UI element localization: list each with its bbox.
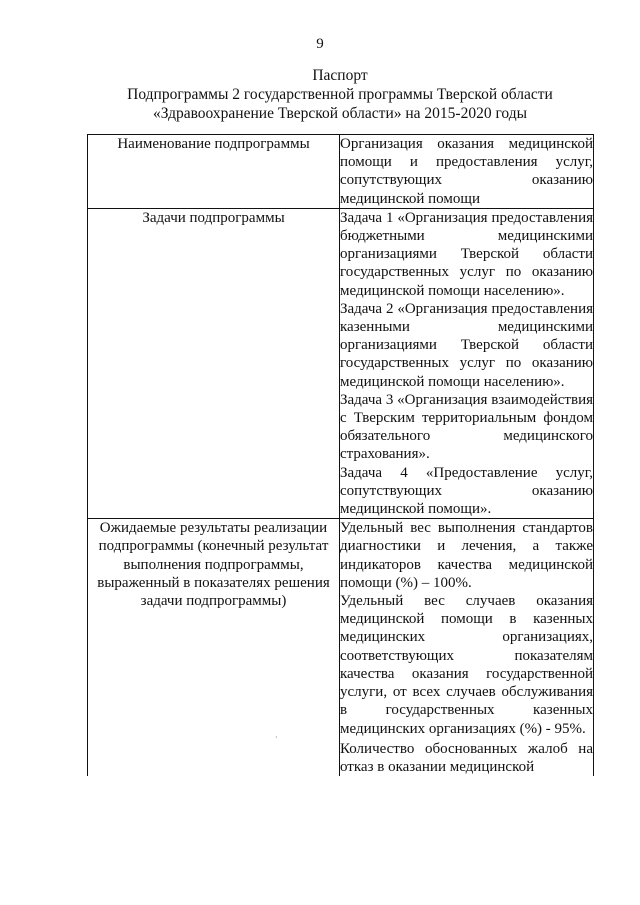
- page-number: 9: [316, 36, 324, 52]
- value-paragraph: Задача 2 «Организация предоставления казенными медицинскими организациями Тверской области государственных услуг по оказанию медицинской помощи населению».: [340, 300, 593, 390]
- passport-table: [87, 134, 594, 776]
- value-paragraph: Количество обоснованных жалоб на отказ в оказании медицинской: [340, 740, 593, 775]
- value-paragraph: Задача 1 «Организация предоставления бюджетными медицинскими организациями Тверской области государственных услуг по оказанию медицинской помощи населению».: [340, 209, 593, 299]
- row-value: [340, 208, 594, 518]
- row-value: [340, 135, 594, 209]
- value-paragraph: Удельный вес случаев оказания медицинской помощи в казенных медицинских организациях, соответствующих показателям качества оказания государственной услуги, от всех случаев обслуживания в государственных казенных медицинских организациях (%) - 95%.: [340, 593, 593, 737]
- value-paragraph: Организация оказания медицинской помощи и предоставления услуг, сопутствующих оказанию медицинской помощи: [340, 136, 593, 207]
- row-label: Наименование подпрограммы: [88, 135, 340, 209]
- row-value: [340, 519, 594, 776]
- row-label: Ожидаемые результаты реализации подпрограммы (конечный результат выполнения подпрограммы, выраженный в показателях решения задачи подпрограммы): [88, 519, 340, 776]
- document-header: [80, 66, 600, 123]
- value-paragraph: Задача 4 «Предоставление услуг, сопутствующих оказанию медицинской помощи».: [340, 464, 593, 518]
- scan-mark: ·: [275, 733, 278, 742]
- value-paragraph: Задача 3 «Организация взаимодействия с Тверским территориальным фондом обязательного медицинского страхования».: [340, 391, 593, 463]
- passport-title: Паспорт: [312, 67, 368, 84]
- table-row: [88, 208, 594, 518]
- row-label: Задачи подпрограммы: [88, 208, 340, 518]
- value-paragraph: Удельный вес выполнения стандартов диагностики и лечения, а также индикаторов качества медицинской помощи (%) – 100%.: [340, 520, 593, 591]
- table-row: [88, 519, 594, 776]
- program-title: «Здравоохранение Тверской области» на 2015-2020 годы: [152, 105, 528, 122]
- table-row: [88, 135, 594, 209]
- subprogram-title: Подпрограммы 2 государственной программы Тверской области: [127, 86, 553, 103]
